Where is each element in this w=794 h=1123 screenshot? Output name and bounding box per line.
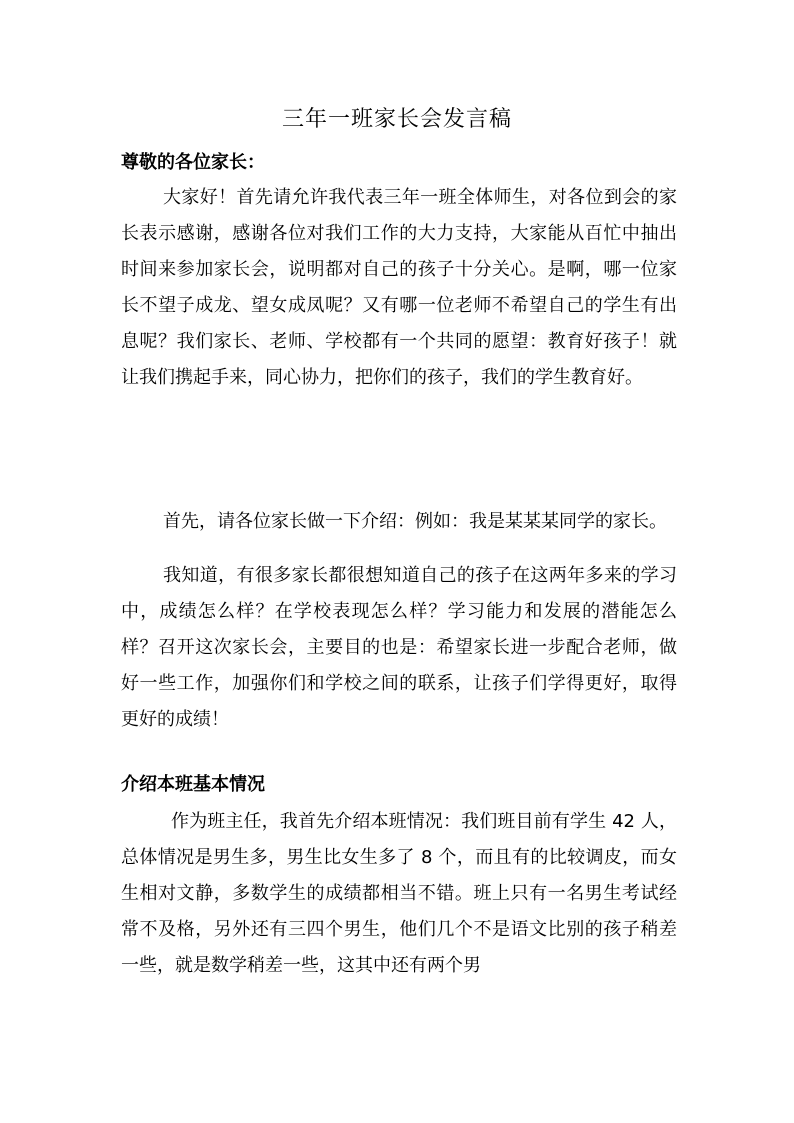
paragraph-introductions: 首先，请各位家长做一下介绍：例如：我是某某某同学的家长。 [163, 511, 667, 532]
paragraph-purpose: 我知道，有很多家长都很想知道自己的孩子在这两年多来的学习中，成绩怎么样？在学校表现怎么样？学习能力和发展的潜能怎么样？召开这次家长会，主要目的也是：希望家长进一步配合老师，做好一些工作，加强你们和学校之间的联系，让孩子们学得更好，取得更好的成绩！ [121, 565, 677, 730]
salutation: 尊敬的各位家长： [121, 152, 265, 173]
paragraph-greeting: 大家好！首先请允许我代表三年一班全体师生，对各位到会的家长表示感谢，感谢各位对我们工作的大力支持，大家能从百忙中抽出时间来参加家长会，说明都对自己的孩子十分关心。是啊，哪一位家长不望子成龙、望女成凤呢？又有哪一位老师不希望自己的学生有出息呢？我们家长、老师、学校都有一个共同的愿望：教育好孩子！就让我们携起手来，同心协力，把你们的孩子，我们的学生教育好。 [121, 187, 677, 388]
document-title: 三年一班家长会发言稿 [281, 107, 512, 132]
section-heading: 介绍本班基本情况 [121, 774, 265, 795]
paragraph-class-info: 作为班主任，我首先介绍本班情况：我们班目前有学生 42 人，总体情况是男生多，男生比女生多了 8 个，而且有的比较调皮，而女生相对文静，多数学生的成绩都相当不错。班上只有一名男生考试经常不及格，另外还有三四个男生，他们几个不是语文比别的孩子稍差一些，就是数学稍差一些，这其中还有两个男 [121, 811, 677, 976]
